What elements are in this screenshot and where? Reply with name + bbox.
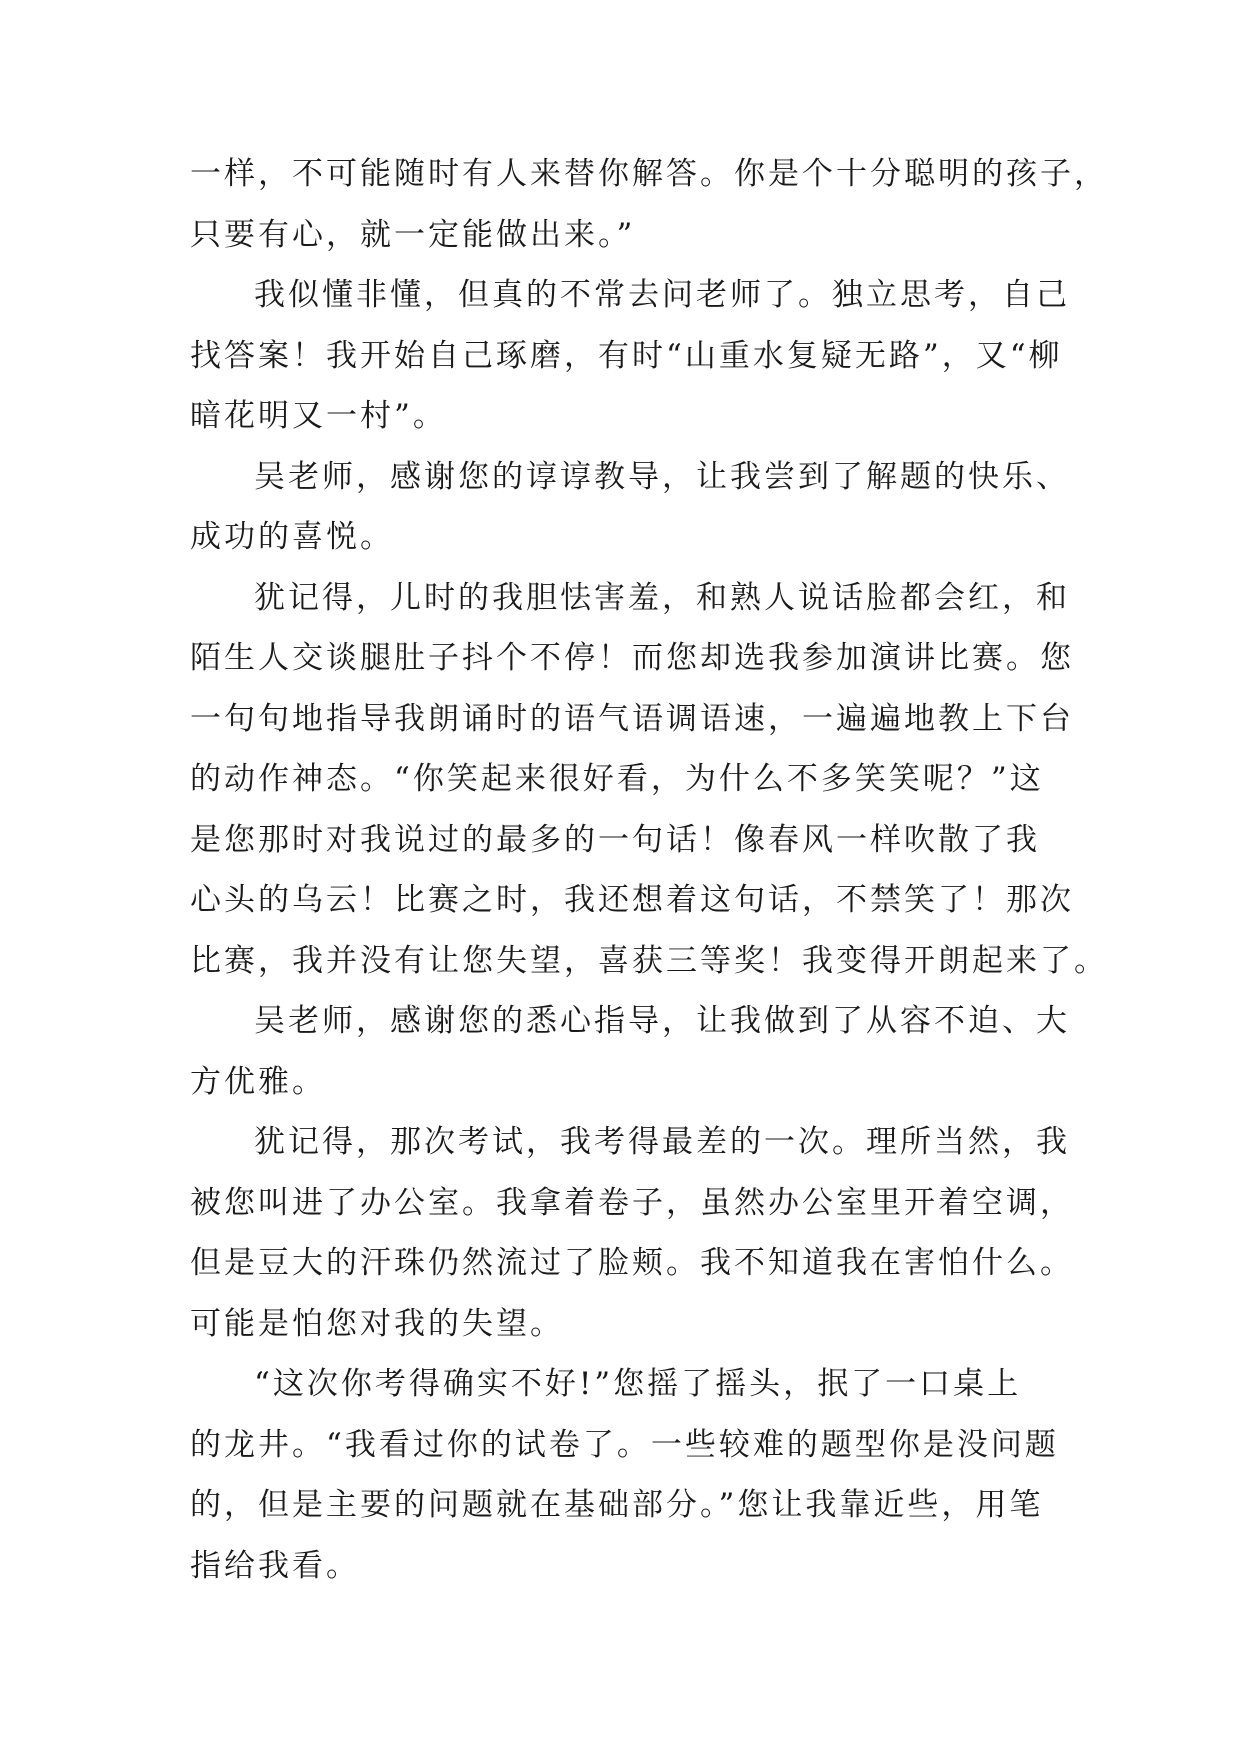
text-line: 被您叫进了办公室。我拿着卷子，虽然办公室里开着空调，: [190, 1184, 1074, 1221]
text-line: 心头的乌云！比赛之时，我还想着这句话，不禁笑了！那次: [190, 882, 1074, 918]
text-line: 只要有心，就一定能做出来。”: [190, 216, 636, 253]
text-line: 的龙井。“我看过你的试卷了。一些较难的题型你是没问题: [190, 1426, 1059, 1463]
text-line: 我似懂非懂，但真的不常去问老师了。独立思考，自己: [254, 277, 1070, 313]
text-line: 吴老师，感谢您的悉心指导，让我做到了从容不迫、大: [254, 1003, 1070, 1039]
text-line: 一句句地指导我朗诵时的语气语调语速，一遍遍地教上下台: [190, 700, 1074, 737]
text-line: 吴老师，感谢您的谆谆教导，让我尝到了解题的快乐、: [254, 458, 1070, 495]
text-line: 但是豆大的汗珠仍然流过了脸颊。我不知道我在害怕什么。: [190, 1245, 1074, 1281]
text-line: 成功的喜悦。: [190, 519, 394, 555]
text-line: 一样，不可能随时有人来替你解答。你是个十分聪明的孩子，: [190, 156, 1108, 192]
text-line: 可能是怕您对我的失望。: [190, 1305, 564, 1342]
text-line: 方优雅。: [190, 1063, 326, 1100]
text-line: 比赛，我并没有让您失望，喜获三等奖！我变得开朗起来了。: [190, 942, 1108, 979]
text-line: 暗花明又一村”。: [190, 398, 447, 434]
text-line: 指给我看。: [190, 1547, 360, 1584]
text-line: 的，但是主要的问题就在基础部分。”您让我靠近些，用笔: [190, 1487, 1044, 1523]
text-line: 犹记得，那次考试，我考得最差的一次。理所当然，我: [254, 1124, 1070, 1160]
text-line: 陌生人交谈腿肚子抖个不停！而您却选我参加演讲比赛。您: [190, 640, 1074, 676]
text-line: 犹记得，儿时的我胆怯害羞，和熟人说话脸都会红，和: [254, 579, 1070, 616]
text-line: 是您那时对我说过的最多的一句话！像春风一样吹散了我: [190, 821, 1040, 858]
document-body: [190, 144, 1108, 1596]
text-line: 找答案！我开始自己琢磨，有时“山重水复疑无路”，又“柳: [190, 337, 1063, 374]
text-line: “这次你考得确实不好!”您摇了摇头，抿了一口桌上: [254, 1366, 1022, 1402]
text-line: 的动作神态。“你笑起来很好看，为什么不多笑笑呢？”这: [190, 761, 1044, 797]
